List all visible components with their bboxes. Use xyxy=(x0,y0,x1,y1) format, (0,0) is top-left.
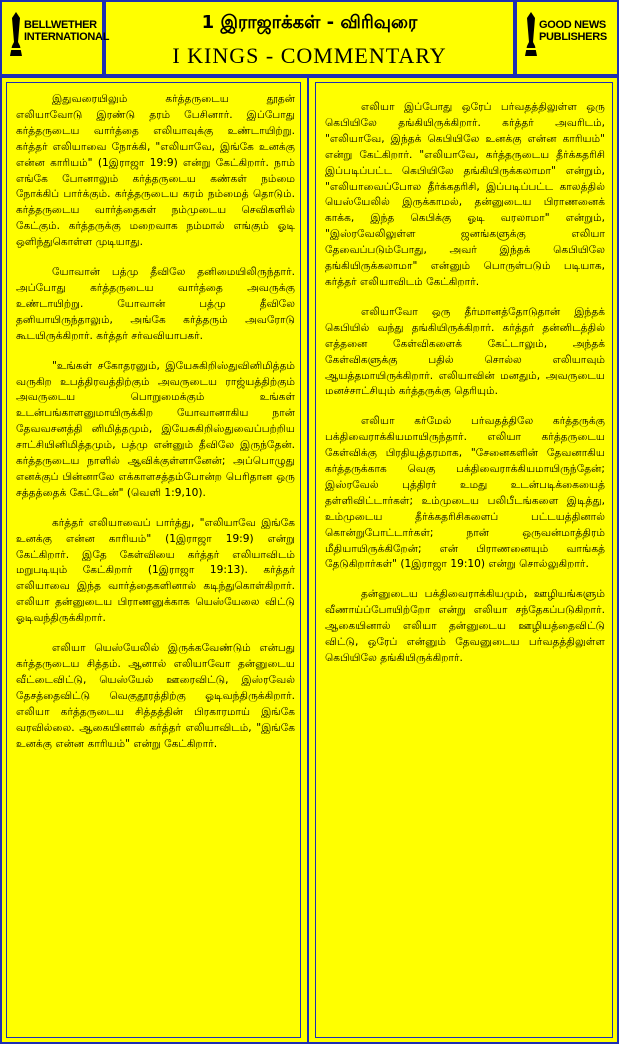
logo-line-1: BELLWETHER xyxy=(24,19,97,31)
right-column-text xyxy=(325,92,605,667)
title-english: I KINGS - COMMENTARY xyxy=(172,43,447,68)
pen-icon xyxy=(8,12,24,56)
page-header xyxy=(2,2,617,78)
left-column xyxy=(2,78,309,1042)
logo-line-2: PUBLISHERS xyxy=(539,31,607,43)
good-news-logo-text xyxy=(539,19,607,43)
title-tamil: 1 இராஜாக்கள் - விரிவுரை xyxy=(201,12,418,33)
good-news-logo xyxy=(513,2,617,74)
pen-icon xyxy=(523,12,539,56)
logo-line-1: GOOD NEWS xyxy=(539,19,606,31)
paragraph: கர்த்தர் எலியாவைப் பார்த்து, "எலியாவே இங்கே உனக்கு என்ன காரியம்" (1இராஜா 19:9) என்று கேட்கிறார். இதே கேள்வியை கர்த்தர் எலியாவிடம் மறுபடியும் கேட்கிறார் (1இராஜா 19:13). கர்த்தர் எலியாவை இந்த வார்த்தைகளினால் கடிந்துகொள்கிறார். எலியா தன்னுடைய பிராணனுக்காக யெஸ்யேலை விட்டு ஓடிவந்திருக்கிறார். xyxy=(16,516,295,625)
paragraph: "உங்கள் சகோதரனும், இயேசுகிறிஸ்துவினிமித்தம் வருகிற உபத்திரவத்திற்கும் அவருடைய ராஜ்யத்திற்கும் அவருடைய பொறுமைக்கும் உங்கள் உடன்பங்காளனுமாயிருக்கிற யோவானாகிய நான் தேவவசனத்தி னிமித்தமும், இயேசுகிறிஸ்துவைப்பற்றிய சாட்சியினிமித்தமும், பத்மு என்னும் தீவிலே இருந்தேன். கர்த்தருடைய நாளில் ஆவிக்குள்ளானேன்; அப்பொழுது எனக்குப் பின்னாலே எக்காளசத்தம்போன்ற பெரிதான ஒரு சத்தத்தைக் கேட்டேன்" (வெளி 1:9,10). xyxy=(16,359,295,499)
paragraph: எலியா யெஸ்யேலில் இருக்கவேண்டும் என்பது கர்த்தருடைய சித்தம். ஆனால் எலியாவோ தன்னுடைய வீட்டைவிட்டு, யெஸ்யேல் ஊரைவிட்டு, இஸ்ரவேல் தேசத்தைவிட்டு வெகுதூரத்திற்கு ஓடிவந்திருக்கிறார். எலியா கர்த்தருடைய சித்தத்தின் பிரகாரமாய் இங்கே வரவில்லை. ஆகையினால் கர்த்தர் எலியாவிடம், "இங்கே உனக்கு என்ன காரியம்" என்று கேட்கிறார். xyxy=(16,642,295,750)
paragraph: எலியாவோ ஒரு தீர்மானத்தோடுதான் இந்தக் கெபியில் வந்து தங்கியிருக்கிறார். கர்த்தர் தன்னிடத்தில் எத்தனை கேள்விகளைக் கேட்டாலும், அந்தக் கேள்விகளுக்கு பதில் சொல்ல எலியாவும் ஆயத்தமாயிருக்கிறார். எலியாவின் மனதும், அவருடைய மனச்சாட்சியும் கர்த்தருக்கு தெரியும். xyxy=(325,305,605,398)
paragraph: தன்னுடைய பக்திவைராக்கியமும், ஊழியங்களும் வீணாய்ப்போயிற்றோ என்று எலியா சந்தேகப்படுகிறார். ஆகையினால் எலியா தன்னுடைய ஊழியத்தைவிட்டு விட்டு, ஒரேப் என்னும் தேவனுடைய பர்வதத்திலுள்ள கெபியிலே தங்கியிருக்கிறார். xyxy=(325,588,605,664)
paragraph: யோவான் பத்மு தீவிலே தனிமையிலிருந்தார். அப்போது கர்த்தருடைய வார்த்தை அவருக்கு உண்டாயிற்று. யோவான் பத்மு தீவிலே தனியாயிருந்தாலும், அங்கே கர்த்தரும் அவரோடு கூடயிருக்கிறார். கர்த்தர் சர்வவியாபகர். xyxy=(16,266,295,342)
bellwether-logo xyxy=(2,2,110,74)
left-column-text xyxy=(16,92,295,752)
page-title xyxy=(106,2,513,74)
bellwether-logo-text xyxy=(24,19,109,43)
logo-line-2: INTERNATIONAL xyxy=(24,31,110,43)
paragraph: இதுவரையிலும் கர்த்தருடைய தூதன் எலியாவோடு இரண்டு தரம் பேசினார். இப்போது கர்த்தருடைய வார்த்தை எலியாவுக்கு உண்டாயிற்று. கர்த்தர் எலியாவை நோக்கி, "எலியாவே, இங்கே உனக்கு என்ன காரியம்" (1இராஜா 19:9) என்று கேட்கிறார். நாம் எங்கே போனாலும் கர்த்தருடைய கண்கள் நம்மை நோக்கிப் பார்க்கும். கர்த்தருடைய கரம் நம்மைத் தொடும். கர்த்தருடைய வார்த்தைகள் நம்முடைய செவிகளில் கேட்கும். கர்த்தருக்கு மறைவாக நம்மால் எங்கும் ஓடி ஒளிந்துகொள்ள முடியாது. xyxy=(16,93,295,249)
paragraph: எலியா கர்மேல் பர்வதத்திலே கர்த்தருக்கு பக்திவைராக்கியமாயிருந்தார். எலியா கர்த்தருடைய கேள்விக்கு பிரதியுத்தரமாக, "சேனைகளின் தேவனாகிய கர்த்தருக்காக வெகு பக்திவைராக்கியமாயிருந்தேன்; இஸ்ரவேல் புத்திரர் உமது உடன்படிக்கையைத் தள்ளிவிட்டார்கள்; உம்முடைய பலிபீடங்களை இடித்து, உம்முடைய தீர்க்கதரிசிகளைப் பட்டயத்தினால் கொன்றுபோட்டார்கள்; நான் ஒருவன்மாத்திரம் மீதியாயிருக்கிறேன்; என் பிராணனையும் வாங்கத் தேடுகிறார்கள்" (1இராஜா 19:10) என்று சொல்லுகிறார். xyxy=(325,415,605,571)
right-column xyxy=(311,78,617,1042)
paragraph: எலியா இப்போது ஒரேப் பர்வதத்திலுள்ள ஒரு கெபியிலே தங்கியிருக்கிறார். கர்த்தர் அவரிடம், "எலியாவே, இந்தக் கெபியிலே உனக்கு என்ன காரியம்" என்று கேட்கிறார். "எலியாவே, கர்த்தருடைய தீர்க்கதரிசி இப்படிப்பட்ட கெபியிலே தங்கியிருக்கலாமா" என்றும், "எலியாவைப்போல தீர்க்கதரிசி, இப்படிப்பட்ட காலத்தில் யெஸ்யேலில் இருக்காமல், தன்னுடைய பிராணனைக் காக்க, இந்த கெபிக்கு ஓடி வரலாமா" என்றும், "இஸ்ரவேலிலுள்ள ஜனங்களுக்கு எலியா தேவைப்படும்போது, அவர் இந்தக் கெபியிலே தங்கியிருக்கலாமா" என்னும் பொருள்படும் படியாக, கர்த்தர் எலியாவிடம் கேட்கிறார். xyxy=(325,101,605,288)
